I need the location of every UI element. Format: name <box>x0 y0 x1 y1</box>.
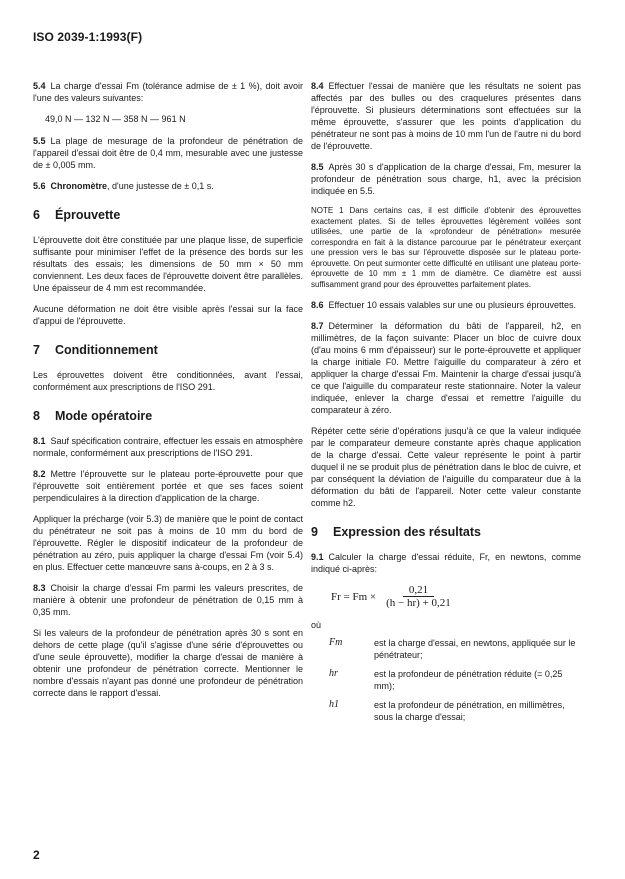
clause-number: 8.2 <box>33 469 46 479</box>
clause-text: Effectuer l'essai de manière que les résultats ne soient pas affectés par des bulles ou des craquelures présentes dans l'éprouvette. Si plusieurs déterminations sont effectuées sur la même éprouvette, s'assurer que les points d'application du pénétrateur ne sont pas à moins de 10 mm l'un de l'autre ni du bord de l'éprouvette. <box>311 81 581 151</box>
paragraph: Appliquer la précharge (voir 5.3) de manière que le point de contact du pénétrateur ne soit pas à moins de 10 mm du bord de l'éprouvette. Régler le dispositif indicateur de la profondeur de pénétration au zéro, puis appliquer la charge d'essai Fm (voir 5.4) en plus. Effectuer cette manœuvre sans à-coups, en 2 à 3 s. <box>33 514 303 572</box>
clause-title: Chronomètre <box>50 181 108 191</box>
definition-symbol: Fm <box>329 637 343 648</box>
clause-number: 8.7 <box>311 321 324 331</box>
definition-symbol: h1 <box>329 699 339 710</box>
definition-item <box>311 699 581 723</box>
clause-text: Mettre l'éprouvette sur le plateau porte-éprouvette pour que l'éprouvette soit entièrement portée et que ses faces soient perpendiculaires à la direction d'application de la charge. <box>33 469 303 503</box>
section-title: Conditionnement <box>55 343 158 357</box>
clause-text: , d'une justesse de ± 0,1 s. <box>107 181 214 191</box>
section-number: 9 <box>311 525 318 539</box>
reduced-load-formula <box>331 584 581 609</box>
clause-8-7 <box>311 320 581 416</box>
clause-number: 8.6 <box>311 300 324 310</box>
formula-lhs: Fr = Fm × <box>331 590 377 603</box>
clause-5-4 <box>33 80 303 104</box>
definition-symbol: hr <box>329 668 338 679</box>
clause-text: Déterminer la déformation du bâti de l'appareil, h2, en millimètres, de la façon suivante: Placer un bloc de cuivre doux (d'au moins 6 mm d'épaisseur) sur le porte-éprouvette et appliquer la charge initiale F0. Mettre l'aiguille du comparateur à zéro et appliquer la charge d'essai Fm. Maintenir la charge d'essai jusqu'à ce que l'aiguille du comparateur reste stationnaire. Noter la valeur indiquée, enlever la charge d'essai et remettre l'aiguille du comparateur à zéro. <box>311 321 581 415</box>
section-number: 7 <box>33 343 40 357</box>
clause-8-3 <box>33 582 303 618</box>
section-number: 8 <box>33 409 40 423</box>
formula-fraction <box>380 584 457 609</box>
clause-text: La plage de mesurage de la profondeur de pénétration de l'appareil d'essai doit être de 0,4 mm, mesurable avec une justesse de ± 0,005 mm. <box>33 136 303 170</box>
paragraph: Répéter cette série d'opérations jusqu'à ce que la valeur indiquée par le comparateur demeure constante après chaque application de la charge d'essai. Cette valeur représente le point à partir duquel il ne se produit plus de pénétration dans le bloc de cuivre, et par conséquent la déviation de l'aiguille du comparateur due à la déformation du bâti de l'appareil. Noter cette valeur constante comme h2. <box>311 426 581 508</box>
definition-item <box>311 637 581 661</box>
paragraph: Aucune déformation ne doit être visible après l'essai sur la face d'appui de l'éprouvette. <box>33 304 303 326</box>
clause-number: 8.1 <box>33 436 46 446</box>
note-1 <box>311 206 581 290</box>
section-title: Mode opératoire <box>55 409 153 423</box>
clause-text: Après 30 s d'application de la charge d'essai, Fm, mesurer la profondeur de pénétration sous charge, h1, avec la précision indiquée en 5.5. <box>311 162 581 196</box>
clause-8-2 <box>33 468 303 504</box>
clause-text: Sauf spécification contraire, effectuer les essais en atmosphère normale, conformément aux prescriptions de l'ISO 291. <box>33 436 303 458</box>
clause-number: 5.6 <box>33 181 46 191</box>
definition-text: est la profondeur de pénétration réduite (= 0,25 mm); <box>374 669 563 691</box>
section-title: Expression des résultats <box>333 525 481 539</box>
page-number: 2 <box>33 848 40 862</box>
definition-text: est la profondeur de pénétration, en millimètres, sous la charge d'essai; <box>374 700 565 722</box>
note-text: Dans certains cas, il est difficile d'obtenir des éprouvettes exactement plates. Si de telles éprouvettes légèrement voilées sont utilisées, une partie de la «profondeur de pénétration» mesurée correspondra en fait à la distance parcourue par le pénétrateur exerçant une pression vers le bas sur l'éprouvette disposée sur le plateau porte-éprouvette. On peut surmonter cette difficulté en utilisant une plateau porte-éprouvette de 10 mm ± 1 mm de diamètre. Ce diamètre est aussi suffisamment grand pour des éprouvettes parfaitement plates. <box>311 206 581 289</box>
definition-text: est la charge d'essai, en newtons, appliquée sur le pénétrateur; <box>374 638 576 660</box>
clause-8-6 <box>311 299 581 311</box>
clause-8-1 <box>33 435 303 459</box>
clause-text: La charge d'essai Fm (tolérance admise de ± 1 %), doit avoir l'une des valeurs suivantes: <box>33 81 303 103</box>
definition-item <box>311 668 581 692</box>
load-values: 49,0 N — 132 N — 358 N — 961 N <box>45 114 186 124</box>
clause-5-6 <box>33 180 303 192</box>
clause-text: Choisir la charge d'essai Fm parmi les valeurs prescrites, de manière à obtenir une profondeur de pénétration de 0,15 mm à 0,35 mm. <box>33 583 303 617</box>
left-column <box>33 80 303 708</box>
clause-number: 8.4 <box>311 81 324 91</box>
paragraph: L'éprouvette doit être constituée par une plaque lisse, de superficie suffisante pour minimiser l'effet de la présence des bords sur les résultats des essais; les dimensions de 50 mm × 50 mm conviennent. Les deux faces de l'éprouvette doivent être parallèles. Une épaisseur de 4 mm est recommandée. <box>33 235 303 293</box>
document-header: ISO 2039-1:1993(F) <box>33 30 143 44</box>
clause-text: Calculer la charge d'essai réduite, Fr, en newtons, comme indiqué ci-après: <box>311 552 581 574</box>
clause-9-1 <box>311 551 581 575</box>
clause-number: 9.1 <box>311 552 324 562</box>
paragraph: Les éprouvettes doivent être conditionnées, avant l'essai, conformément aux prescriptions de l'ISO 291. <box>33 370 303 392</box>
clause-number: 5.5 <box>33 136 46 146</box>
section-title: Éprouvette <box>55 208 121 222</box>
section-heading <box>311 525 581 539</box>
section-number: 6 <box>33 208 40 222</box>
formula-denominator: (h − hr) + 0,21 <box>386 597 451 609</box>
right-column <box>311 80 581 730</box>
where-label: où <box>311 620 322 630</box>
clause-number: 8.5 <box>311 162 324 172</box>
clause-8-5 <box>311 161 581 197</box>
clause-text: Effectuer 10 essais valables sur une ou plusieurs éprouvettes. <box>328 300 576 310</box>
paragraph: Si les valeurs de la profondeur de pénétration après 30 s sont en dehors de cette plage (qu'il s'agisse d'une série d'éprouvettes ou d'une seule éprouvette), modifier la charge d'essai de manière à obtenir une profondeur de pénétration correcte. Mentionner le nombre d'essais n'ayant pas donné une profondeur de pénétration correcte dans le rapport d'essai. <box>33 628 303 698</box>
clause-5-5 <box>33 135 303 171</box>
formula-numerator: 0,21 <box>403 584 434 597</box>
section-heading <box>33 208 303 222</box>
clause-8-4 <box>311 80 581 152</box>
section-heading <box>33 409 303 423</box>
clause-number: 5.4 <box>33 81 46 91</box>
section-heading <box>33 343 303 357</box>
note-label: NOTE 1 <box>311 206 344 215</box>
clause-number: 8.3 <box>33 583 46 593</box>
